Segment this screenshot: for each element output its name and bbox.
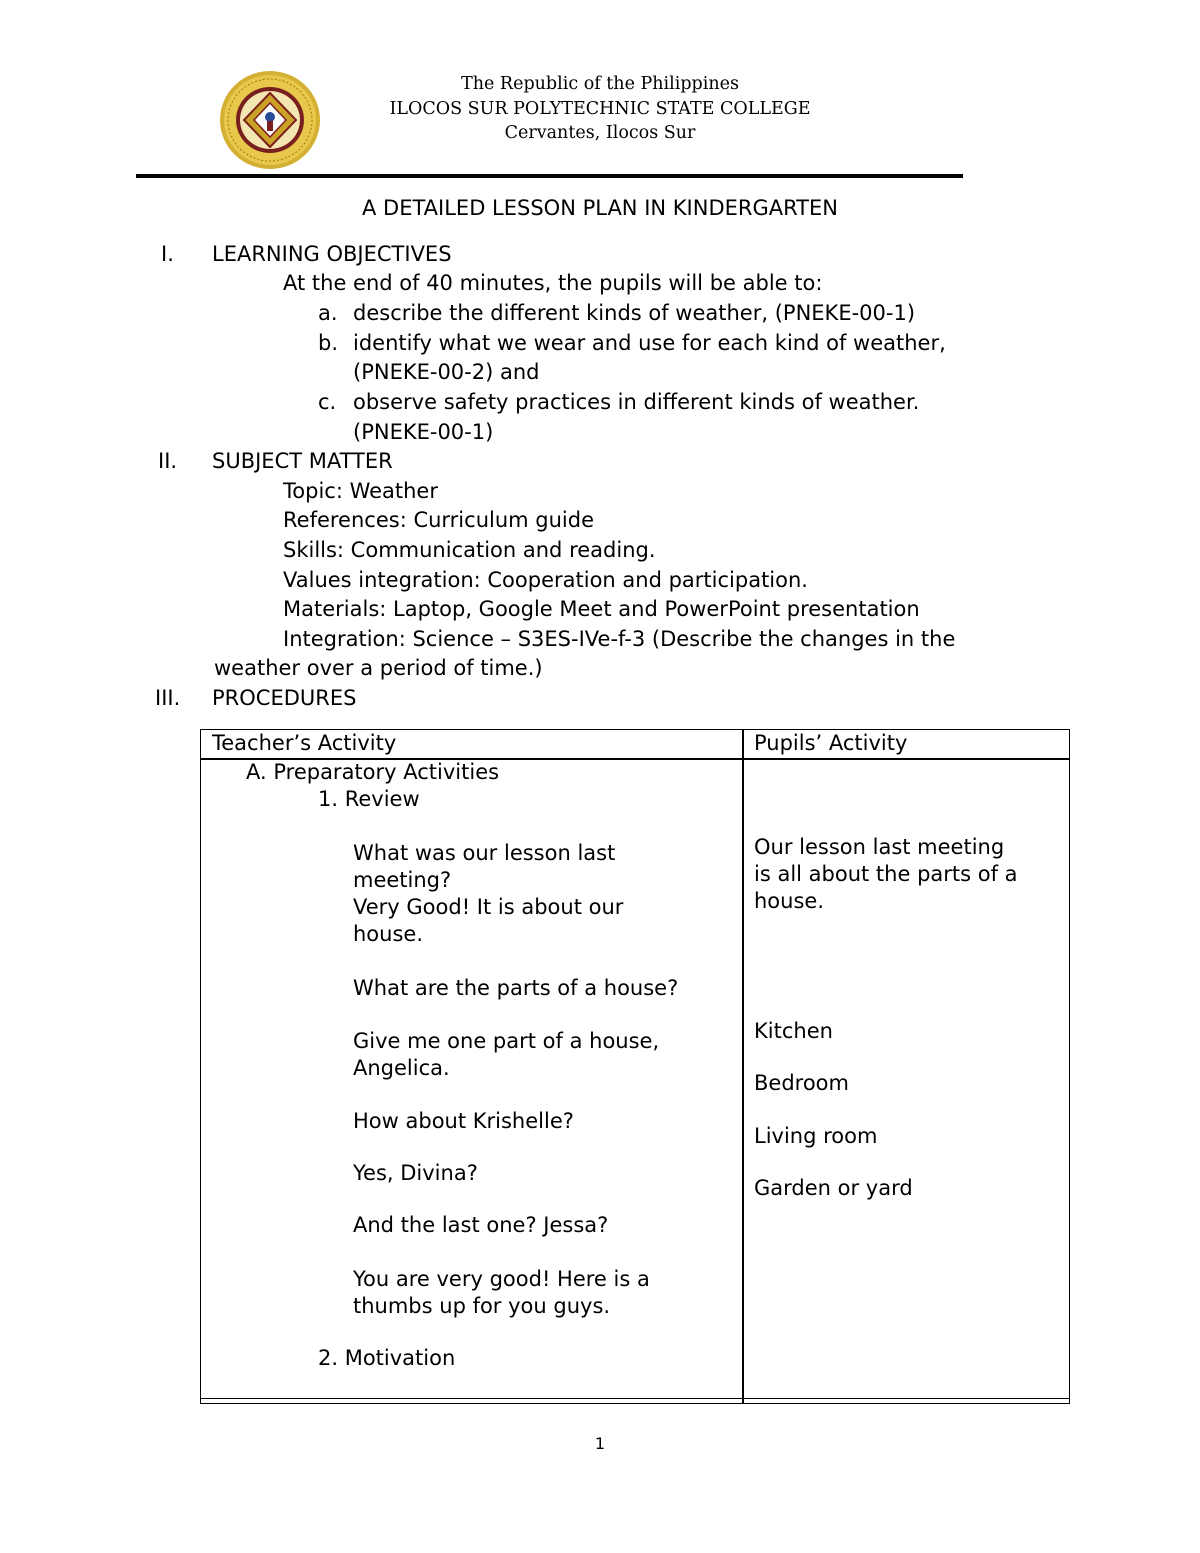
objective-item: observe safety practices in different kinds of weather. bbox=[353, 390, 920, 414]
section-numeral: II. bbox=[158, 449, 178, 473]
table-column-divider bbox=[742, 730, 744, 1403]
section-heading-procedures: PROCEDURES bbox=[212, 686, 357, 710]
document-header bbox=[300, 72, 900, 146]
section-numeral: III. bbox=[155, 686, 181, 710]
document-title: A DETAILED LESSON PLAN IN KINDERGARTEN bbox=[362, 196, 838, 220]
header-college-name: ILOCOS SUR POLYTECHNIC STATE COLLEGE bbox=[389, 98, 811, 119]
section-heading-objectives: LEARNING OBJECTIVES bbox=[212, 242, 452, 266]
teacher-question: What was our lesson last bbox=[353, 841, 616, 865]
pupil-answer: Our lesson last meeting bbox=[754, 835, 1005, 859]
objectives-intro: At the end of 40 minutes, the pupils will be able to: bbox=[283, 271, 823, 295]
pupil-answer: Garden or yard bbox=[754, 1176, 913, 1200]
subject-materials: Materials: Laptop, Google Meet and PowerPoint presentation bbox=[283, 597, 920, 621]
subject-values: Values integration: Cooperation and participation. bbox=[283, 568, 808, 592]
pupil-answer: Living room bbox=[754, 1124, 878, 1148]
teacher-question: Yes, Divina? bbox=[353, 1161, 478, 1185]
teacher-step-motivation: 2. Motivation bbox=[318, 1346, 456, 1370]
objective-marker: b. bbox=[318, 331, 339, 355]
header-rule bbox=[136, 174, 963, 178]
pupil-answer-continued: is all about the parts of a bbox=[754, 862, 1018, 886]
objective-marker: a. bbox=[318, 301, 338, 325]
subject-integration-continued: weather over a period of time.) bbox=[214, 656, 543, 680]
objective-item-continued: (PNEKE-00-2) and bbox=[353, 360, 540, 384]
pupil-answer: Bedroom bbox=[754, 1071, 849, 1095]
objective-item: identify what we wear and use for each kind of weather, bbox=[353, 331, 946, 355]
subject-references: References: Curriculum guide bbox=[283, 508, 595, 532]
teacher-praise-continued: house. bbox=[353, 922, 424, 946]
subject-integration: Integration: Science – S3ES-IVe-f-3 (Describe the changes in the bbox=[283, 627, 956, 651]
objective-item: describe the different kinds of weather, (PNEKE-00-1) bbox=[353, 301, 916, 325]
teacher-praise-continued: thumbs up for you guys. bbox=[353, 1294, 611, 1318]
teacher-question: How about Krishelle? bbox=[353, 1109, 574, 1133]
objective-item-continued: (PNEKE-00-1) bbox=[353, 420, 494, 444]
table-bottom-rule bbox=[201, 1398, 1069, 1400]
teacher-praise: Very Good! It is about our bbox=[353, 895, 624, 919]
page-number: 1 bbox=[594, 1434, 606, 1453]
table-header-teacher: Teacher’s Activity bbox=[212, 731, 397, 755]
header-republic: The Republic of the Philippines bbox=[461, 74, 739, 94]
section-numeral: I. bbox=[161, 242, 174, 266]
teacher-question: Give me one part of a house, bbox=[353, 1029, 660, 1053]
teacher-question: And the last one? Jessa? bbox=[353, 1213, 609, 1237]
procedures-table bbox=[200, 729, 1070, 1404]
teacher-section-heading: A. Preparatory Activities bbox=[246, 760, 500, 784]
header-location: Cervantes, Ilocos Sur bbox=[504, 123, 696, 143]
teacher-step-review: 1. Review bbox=[318, 787, 420, 811]
teacher-question-continued: Angelica. bbox=[353, 1056, 450, 1080]
teacher-praise: You are very good! Here is a bbox=[353, 1267, 650, 1291]
teacher-question-continued: meeting? bbox=[353, 868, 452, 892]
subject-skills: Skills: Communication and reading. bbox=[283, 538, 656, 562]
pupil-answer: Kitchen bbox=[754, 1019, 833, 1043]
section-heading-subject-matter: SUBJECT MATTER bbox=[212, 449, 393, 473]
table-header-pupils: Pupils’ Activity bbox=[754, 731, 908, 755]
pupil-answer-continued: house. bbox=[754, 889, 825, 913]
subject-topic: Topic: Weather bbox=[283, 479, 438, 503]
teacher-question: What are the parts of a house? bbox=[353, 976, 679, 1000]
objective-marker: c. bbox=[318, 390, 337, 414]
